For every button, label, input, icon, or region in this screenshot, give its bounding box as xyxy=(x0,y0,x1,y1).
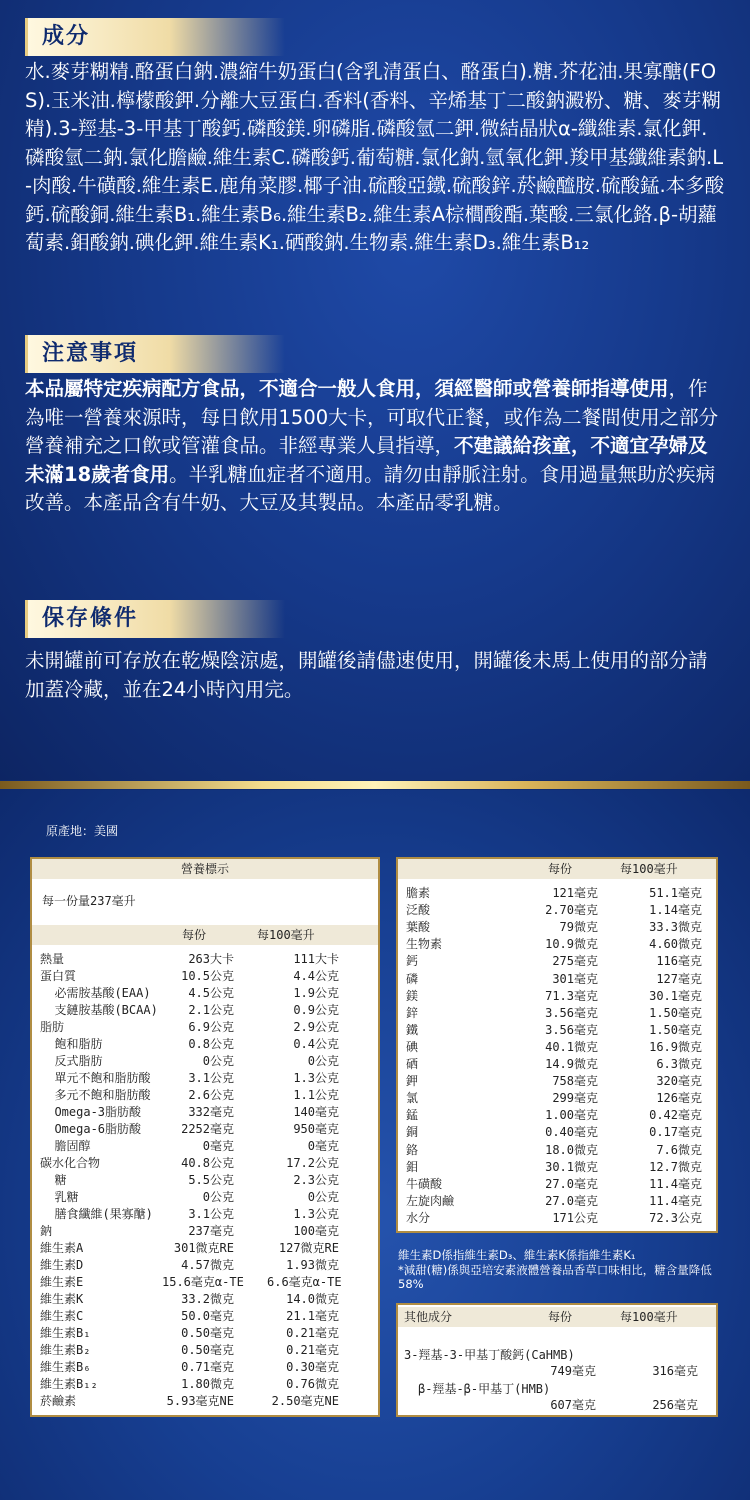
nutrition-row-per-serving: 237毫克 xyxy=(188,1224,234,1238)
nutrition-row-per-100ml: 0.76微克 xyxy=(286,1377,339,1391)
nutrition-title: 營養標示 xyxy=(32,859,378,879)
others-row1-v2: 316毫克 xyxy=(652,1364,698,1378)
minerals-row xyxy=(398,1142,716,1158)
nutrition-row-name: 支鏈胺基酸(BCAA) xyxy=(40,1003,158,1017)
minerals-row-per-100ml: 11.4毫克 xyxy=(649,1176,702,1191)
others-col-per-serving: 每份 xyxy=(548,1310,573,1324)
minerals-row-name: 葉酸 xyxy=(406,920,431,935)
nutrition-row-name: 菸鹼素 xyxy=(40,1394,77,1408)
minerals-row-per-100ml: 33.3微克 xyxy=(649,920,702,935)
minerals-row-per-100ml: 127毫克 xyxy=(656,971,702,986)
minerals-row xyxy=(398,1073,716,1089)
nutrition-row-per-100ml: 0.9公克 xyxy=(293,1003,339,1017)
nutrition-row-name: Omega-6脂肪酸 xyxy=(40,1122,142,1136)
minerals-row-per-serving: 18.0微克 xyxy=(545,1142,598,1157)
minerals-row-per-100ml: 1.14毫克 xyxy=(649,903,702,918)
nutrition-row-name: 維生素C xyxy=(40,1309,84,1323)
nutrition-row xyxy=(32,1206,378,1222)
minerals-row-per-100ml: 6.3微克 xyxy=(656,1057,702,1071)
minerals-row-per-100ml: 1.50毫克 xyxy=(649,1022,702,1037)
nutrition-row-name: 必需胺基酸(EAA) xyxy=(40,986,151,1000)
ingredients-heading: 成分 xyxy=(25,18,285,56)
minerals-row-per-serving: 3.56毫克 xyxy=(545,1022,598,1037)
minerals-row xyxy=(398,1090,716,1106)
warning-text-1: ，作為唯一營養來源時，每日飲用1500大卡，可取代正餐，或作為二餐間使用之部分營養補充之口飲或管灌食品。非經專業人員指導， xyxy=(25,377,719,457)
minerals-row-name: 牛磺酸 xyxy=(406,1176,443,1191)
nutrition-row xyxy=(32,1070,378,1086)
nutrition-row-per-serving: 0毫克 xyxy=(202,1139,234,1153)
nutrition-row-per-100ml: 4.4公克 xyxy=(293,969,339,983)
nutrition-row-per-100ml: 111大卡 xyxy=(293,952,339,966)
nutrition-row-per-serving: 2.6公克 xyxy=(188,1088,234,1102)
nutrition-row xyxy=(32,951,378,967)
nutrition-row xyxy=(32,1376,378,1392)
nutrition-row-name: Omega-3脂肪酸 xyxy=(40,1105,142,1119)
minerals-row xyxy=(398,971,716,987)
minerals-row-per-serving: 14.9微克 xyxy=(545,1057,598,1071)
minerals-row-per-serving: 121毫克 xyxy=(552,886,598,900)
minerals-panel xyxy=(396,857,718,1233)
nutrition-row-name: 脂肪 xyxy=(40,1020,65,1034)
minerals-row-name: 銅 xyxy=(406,1125,419,1140)
nutrition-row-name: 飽和脂肪 xyxy=(40,1037,103,1051)
serving-size: 每一份量237毫升 xyxy=(42,894,136,908)
nutrition-row xyxy=(32,1172,378,1188)
nutrition-row xyxy=(32,1019,378,1035)
nutrition-row-per-100ml: 0公克 xyxy=(307,1054,339,1068)
nutrition-row-per-serving: 2.1公克 xyxy=(188,1003,234,1017)
minerals-row xyxy=(398,1107,716,1123)
minerals-row-per-100ml: 12.7微克 xyxy=(649,1159,702,1174)
nutrition-row-per-serving: 5.5公克 xyxy=(188,1173,234,1187)
warning-text xyxy=(25,375,725,518)
nutrition-row-per-serving: 33.2微克 xyxy=(181,1292,234,1306)
nutrition-row-per-serving: 0公克 xyxy=(202,1054,234,1068)
warning-text-2: 。半乳糖血症者不適用。請勿由靜脈注射。食用過量無助於疾病改善。本產品含有牛奶、大豆及其製品。本產品零乳糖。 xyxy=(25,462,716,514)
minerals-row xyxy=(398,953,716,969)
nutrition-row-per-100ml: 6.6毫克α-TE xyxy=(267,1275,342,1289)
nutrition-row xyxy=(32,1240,378,1256)
minerals-row-name: 錳 xyxy=(406,1108,419,1123)
minerals-row-name: 鉻 xyxy=(406,1142,419,1157)
minerals-row-per-100ml: 0.17毫克 xyxy=(649,1125,702,1140)
warning-heading: 注意事項 xyxy=(25,335,285,373)
minerals-row-per-serving: 10.9微克 xyxy=(545,937,598,952)
minerals-row xyxy=(398,1005,716,1021)
nutrition-row-name: 碳水化合物 xyxy=(40,1156,101,1170)
minerals-row xyxy=(398,1193,716,1209)
minerals-row xyxy=(398,1124,716,1140)
minerals-row-name: 鉀 xyxy=(406,1074,419,1089)
minerals-row-name: 氯 xyxy=(406,1091,419,1106)
minerals-row xyxy=(398,1056,716,1072)
nutrition-row-name: 反式脂肪 xyxy=(40,1054,103,1068)
footnote-2: *減甜(糖)係與亞培安素液體營養品香草口味相比，糖含量降低58% xyxy=(398,1262,712,1291)
minerals-row-per-100ml: 320毫克 xyxy=(656,1074,702,1089)
nutrition-row-per-100ml: 100毫克 xyxy=(293,1224,339,1238)
others-col-per-100ml: 每100毫升 xyxy=(620,1310,678,1324)
minerals-row-per-100ml: 16.9微克 xyxy=(649,1039,702,1054)
nutrition-row-per-serving: 5.93毫克NE xyxy=(166,1394,234,1408)
minerals-row-per-100ml: 116毫克 xyxy=(656,954,702,969)
nutrition-row xyxy=(32,1087,378,1103)
minerals-row-per-100ml: 11.4毫克 xyxy=(649,1193,702,1208)
footnote-1: 維生素D係指維生素D₃、維生素K係指維生素K₁ xyxy=(398,1248,636,1262)
nutrition-row-per-serving: 301微克RE xyxy=(173,1241,234,1255)
minerals-row-name: 鎂 xyxy=(406,988,419,1003)
nutrition-row xyxy=(32,968,378,984)
nutrition-row-per-serving: 40.8公克 xyxy=(181,1156,234,1170)
minerals-col-per-serving: 每份 xyxy=(548,862,573,876)
minerals-row xyxy=(398,1210,716,1226)
minerals-col-per-100ml: 每100毫升 xyxy=(620,862,678,876)
nutrition-row-per-serving: 3.1公克 xyxy=(188,1207,234,1221)
nutrition-row-per-100ml: 1.9公克 xyxy=(293,986,339,1000)
col-per-100ml: 每100毫升 xyxy=(257,928,315,942)
nutrition-row-per-100ml: 0.21毫克 xyxy=(286,1326,339,1340)
minerals-row-per-serving: 301毫克 xyxy=(552,971,598,986)
minerals-col-header xyxy=(398,859,716,879)
col-per-serving: 每份 xyxy=(182,928,207,942)
minerals-row xyxy=(398,1022,716,1038)
nutrition-row-per-100ml: 0.30毫克 xyxy=(286,1360,339,1374)
minerals-row-name: 鋅 xyxy=(406,1005,419,1020)
nutrition-row xyxy=(32,1104,378,1120)
minerals-row-per-100ml: 1.50毫克 xyxy=(649,1005,702,1020)
nutrition-row-per-100ml: 1.1公克 xyxy=(293,1088,339,1102)
nutrition-row-name: 多元不飽和脂肪酸 xyxy=(40,1088,151,1102)
minerals-row-per-serving: 79微克 xyxy=(559,920,598,935)
minerals-row-per-100ml: 0.42毫克 xyxy=(649,1108,702,1123)
minerals-row-per-100ml: 7.6微克 xyxy=(656,1142,702,1157)
nutrition-row-per-serving: 0.50毫克 xyxy=(181,1343,234,1357)
ingredients-text: 水.麥芽糊精.酪蛋白鈉.濃縮牛奶蛋白(含乳清蛋白、酪蛋白).糖.芥花油.果寡醣(FOS).玉米油.檸檬酸鉀.分離大豆蛋白.香料(香料、辛烯基丁二酸鈉澱粉、糖、麥芽糊精).3-羥基-3-甲基丁酸鈣.磷酸鎂.卵磷脂.磷酸氫二鉀.微結晶狀α-纖維素.氯化鉀.磷酸氫二鈉.氯化膽鹼.維生素C.磷酸鈣.葡萄糖.氯化鈉.氫氧化鉀.羧甲基纖維素鈉.L-肉酸.牛磺酸.維生素E.鹿角菜膠.椰子油.硫酸亞鐵.硫酸鋅.菸鹼醯胺.硫酸錳.本多酸鈣.硫酸銅.維生素B₁.維生素B₆.維生素B₂.維生素A棕櫚酸酯.葉酸.三氯化鉻.β-胡蘿蔔素.鉬酸鈉.碘化鉀.維生素K₁.硒酸鈉.生物素.維生素D₃.維生素B₁₂ xyxy=(25,60,725,254)
minerals-row-name: 鐵 xyxy=(406,1022,419,1037)
minerals-row-per-serving: 71.3毫克 xyxy=(545,988,598,1003)
nutrition-row-per-100ml: 14.0微克 xyxy=(286,1292,339,1306)
nutrition-row-per-100ml: 2.9公克 xyxy=(293,1020,339,1034)
nutrition-row-per-100ml: 17.2公克 xyxy=(286,1156,339,1170)
nutrition-row xyxy=(32,1291,378,1307)
others-row1-name: 3-羥基-3-甲基丁酸鈣(CaHMB) xyxy=(404,1348,575,1362)
nutrition-row-per-serving: 263大卡 xyxy=(188,952,234,966)
minerals-row-per-serving: 30.1微克 xyxy=(545,1159,598,1174)
storage-heading: 保存條件 xyxy=(25,600,285,638)
nutrition-row-name: 蛋白質 xyxy=(40,969,77,983)
nutrition-row-name: 維生素B₁ xyxy=(40,1326,91,1340)
others-row1-v1: 749毫克 xyxy=(550,1364,596,1378)
nutrition-row-per-100ml: 0毫克 xyxy=(307,1139,339,1153)
nutrition-row-per-100ml: 1.93微克 xyxy=(286,1258,339,1272)
others-panel xyxy=(396,1303,718,1417)
nutrition-row xyxy=(32,1274,378,1290)
minerals-row xyxy=(398,988,716,1004)
nutrition-row-name: 維生素B₂ xyxy=(40,1343,91,1357)
origin-label: 原產地：美國 xyxy=(46,824,119,838)
nutrition-row xyxy=(32,1342,378,1358)
minerals-row xyxy=(398,1039,716,1055)
minerals-row-name: 生物素 xyxy=(406,937,443,952)
minerals-row xyxy=(398,936,716,952)
minerals-row-per-serving: 299毫克 xyxy=(552,1091,598,1106)
minerals-row xyxy=(398,902,716,918)
nutrition-row-name: 維生素B₁₂ xyxy=(40,1377,98,1391)
others-row2-v1: 607毫克 xyxy=(550,1398,596,1412)
minerals-row xyxy=(398,1176,716,1192)
nutrition-row xyxy=(32,1053,378,1069)
minerals-row-name: 水分 xyxy=(406,1210,431,1225)
nutrition-row-per-serving: 10.5公克 xyxy=(181,969,234,983)
storage-text: 未開罐前可存放在乾燥陰涼處，開罐後請儘速使用，開罐後未馬上使用的部分請加蓋冷藏，並在24小時內用完。 xyxy=(25,649,708,701)
minerals-row-name: 膽素 xyxy=(406,886,431,900)
minerals-row-name: 碘 xyxy=(406,1039,419,1054)
nutrition-row xyxy=(32,1308,378,1324)
nutrition-row-per-100ml: 1.3公克 xyxy=(293,1207,339,1221)
nutrition-row-per-100ml: 21.1毫克 xyxy=(286,1309,339,1323)
others-title: 其他成分 xyxy=(404,1310,453,1324)
nutrition-row xyxy=(32,1359,378,1375)
nutrition-row-per-serving: 332毫克 xyxy=(188,1105,234,1119)
minerals-row-per-100ml: 72.3公克 xyxy=(649,1210,702,1225)
nutrition-row-per-serving: 15.6毫克α-TE xyxy=(162,1275,244,1289)
nutrition-row-name: 單元不飽和脂肪酸 xyxy=(40,1071,151,1085)
minerals-row-per-100ml: 30.1毫克 xyxy=(649,988,702,1003)
nutrition-col-header xyxy=(32,925,378,945)
minerals-row-per-serving: 27.0毫克 xyxy=(545,1193,598,1208)
nutrition-row-per-serving: 50.0毫克 xyxy=(181,1309,234,1323)
nutrition-row-per-serving: 0公克 xyxy=(202,1190,234,1204)
footnotes xyxy=(398,1248,718,1292)
nutrition-row-per-serving: 4.57微克 xyxy=(181,1258,234,1272)
minerals-row-per-serving: 1.00毫克 xyxy=(545,1108,598,1123)
nutrition-row xyxy=(32,1155,378,1171)
others-row2-name: β-羥基-β-甲基丁(HMB) xyxy=(418,1382,551,1396)
minerals-row-per-serving: 27.0毫克 xyxy=(545,1176,598,1191)
nutrition-row-name: 維生素K xyxy=(40,1292,84,1306)
nutrition-row-per-serving: 2252毫克 xyxy=(181,1122,234,1136)
nutrition-row-per-serving: 3.1公克 xyxy=(188,1071,234,1085)
nutrition-row xyxy=(32,1189,378,1205)
nutrition-row-per-100ml: 1.3公克 xyxy=(293,1071,339,1085)
nutrition-row xyxy=(32,1138,378,1154)
nutrition-row xyxy=(32,1002,378,1018)
nutrition-row xyxy=(32,1121,378,1137)
warning-bold-1: 本品屬特定疾病配方食品，不適合一般人食用，須經醫師或營養師指導使用 xyxy=(25,377,669,400)
minerals-row-name: 鈣 xyxy=(406,954,419,969)
minerals-row-per-serving: 758毫克 xyxy=(552,1074,598,1089)
nutrition-row xyxy=(32,1223,378,1239)
others-header xyxy=(398,1307,716,1327)
gold-divider xyxy=(0,781,750,789)
minerals-row-per-serving: 3.56毫克 xyxy=(545,1005,598,1020)
minerals-row xyxy=(398,919,716,935)
others-row2-v2: 256毫克 xyxy=(652,1398,698,1412)
minerals-row-per-serving: 40.1微克 xyxy=(545,1039,598,1054)
minerals-row-name: 泛酸 xyxy=(406,903,431,918)
nutrition-panel xyxy=(30,857,380,1417)
nutrition-row xyxy=(32,1393,378,1409)
nutrition-row xyxy=(32,1325,378,1341)
nutrition-row-per-100ml: 2.3公克 xyxy=(293,1173,339,1187)
nutrition-row-name: 熱量 xyxy=(40,952,65,966)
minerals-row-name: 鉬 xyxy=(406,1159,419,1174)
nutrition-row-per-100ml: 950毫克 xyxy=(293,1122,339,1136)
nutrition-row-per-serving: 0.71毫克 xyxy=(181,1360,234,1374)
nutrition-row xyxy=(32,1257,378,1273)
minerals-row-per-100ml: 126毫克 xyxy=(656,1091,702,1106)
nutrition-row-per-100ml: 0.21毫克 xyxy=(286,1343,339,1357)
minerals-row-per-serving: 275毫克 xyxy=(552,954,598,969)
warning-bold-2: 不建議給孩童，不適宜孕婦及未滿18歲者食用 xyxy=(25,434,708,486)
minerals-row-name: 硒 xyxy=(406,1057,419,1071)
nutrition-row xyxy=(32,985,378,1001)
minerals-row-per-serving: 171公克 xyxy=(552,1210,598,1225)
minerals-row xyxy=(398,1159,716,1175)
nutrition-row-name: 膽固醇 xyxy=(40,1139,91,1153)
minerals-row xyxy=(398,885,716,901)
nutrition-row-per-serving: 0.50毫克 xyxy=(181,1326,234,1340)
nutrition-row-name: 維生素A xyxy=(40,1241,84,1255)
nutrition-row-per-100ml: 140毫克 xyxy=(293,1105,339,1119)
minerals-row-name: 磷 xyxy=(406,971,419,986)
nutrition-row xyxy=(32,1036,378,1052)
minerals-row-name: 左旋肉鹼 xyxy=(406,1193,455,1208)
minerals-row-per-100ml: 51.1毫克 xyxy=(649,886,702,900)
nutrition-row-name: 維生素B₆ xyxy=(40,1360,91,1374)
minerals-row-per-serving: 2.70毫克 xyxy=(545,903,598,918)
minerals-row-per-serving: 0.40毫克 xyxy=(545,1125,598,1140)
nutrition-row-per-serving: 4.5公克 xyxy=(188,986,234,1000)
nutrition-row-per-100ml: 0公克 xyxy=(307,1190,339,1204)
nutrition-row-per-100ml: 2.50毫克NE xyxy=(271,1394,339,1408)
nutrition-row-per-serving: 0.8公克 xyxy=(188,1037,234,1051)
minerals-row-per-100ml: 4.60微克 xyxy=(649,937,702,952)
nutrition-row-name: 維生素E xyxy=(40,1275,84,1289)
nutrition-row-per-100ml: 127微克RE xyxy=(278,1241,339,1255)
nutrition-row-per-serving: 1.80微克 xyxy=(181,1377,234,1391)
nutrition-row-name: 鈉 xyxy=(40,1224,53,1238)
nutrition-row-per-serving: 6.9公克 xyxy=(188,1020,234,1034)
nutrition-row-name: 糖 xyxy=(40,1173,67,1187)
nutrition-row-name: 維生素D xyxy=(40,1258,84,1272)
nutrition-row-per-100ml: 0.4公克 xyxy=(293,1037,339,1051)
nutrition-row-name: 乳糖 xyxy=(40,1190,79,1204)
nutrition-row-name: 膳食纖維(果寡醣) xyxy=(40,1207,153,1221)
